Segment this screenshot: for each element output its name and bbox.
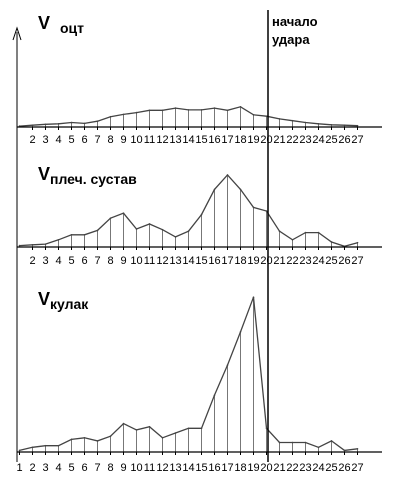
data-point xyxy=(110,217,112,219)
x-tick-label: 22 xyxy=(286,255,299,267)
x-tick-label: 18 xyxy=(234,462,247,474)
data-point xyxy=(136,228,138,230)
data-point xyxy=(214,394,216,396)
data-point xyxy=(58,445,60,447)
x-tick-label: 5 xyxy=(68,134,75,146)
data-point xyxy=(32,446,34,448)
data-point xyxy=(162,229,164,231)
x-tick-label: 25 xyxy=(325,462,338,474)
data-point xyxy=(175,107,177,109)
data-point xyxy=(84,123,86,125)
data-point xyxy=(97,440,99,442)
data-point xyxy=(201,109,203,111)
x-tick-label: 15 xyxy=(195,134,208,146)
data-point xyxy=(188,428,190,430)
data-point xyxy=(357,125,359,127)
data-point xyxy=(240,189,242,191)
x-tick-label: 14 xyxy=(182,134,195,146)
data-point xyxy=(123,114,125,116)
x-tick-label: 13 xyxy=(169,462,182,474)
chart-title-subscript: плеч. сустав xyxy=(50,171,137,187)
data-point xyxy=(253,114,255,116)
x-tick-label: 23 xyxy=(299,462,312,474)
data-point xyxy=(175,236,177,238)
x-tick-label: 17 xyxy=(221,134,234,146)
data-point xyxy=(84,437,86,439)
data-point xyxy=(227,174,229,176)
data-point xyxy=(136,112,138,114)
x-tick-label: 16 xyxy=(208,255,221,267)
x-tick-label: 19 xyxy=(247,134,260,146)
x-tick-label: 20 xyxy=(260,134,273,146)
x-tick-label: 22 xyxy=(286,462,299,474)
data-point xyxy=(279,442,281,444)
x-tick-label: 8 xyxy=(107,134,114,146)
x-tick-label: 18 xyxy=(234,134,247,146)
data-point xyxy=(123,423,125,425)
data-point xyxy=(318,123,320,125)
data-point xyxy=(214,107,216,109)
chart-panel-3 xyxy=(16,289,382,474)
x-tick-label: 24 xyxy=(312,255,325,267)
x-tick-label: 4 xyxy=(55,134,62,146)
x-tick-label: 6 xyxy=(81,255,88,267)
data-point xyxy=(331,124,333,126)
x-tick-label: 5 xyxy=(68,255,75,267)
data-point xyxy=(344,124,346,126)
x-tick-label: 7 xyxy=(94,462,101,474)
chart-panel-1 xyxy=(17,13,382,146)
x-tick-label: 10 xyxy=(130,462,143,474)
data-point xyxy=(331,241,333,243)
x-tick-label: 17 xyxy=(221,462,234,474)
x-tick-label: 15 xyxy=(195,462,208,474)
data-point xyxy=(279,118,281,120)
impact-start-label-line1: начало xyxy=(272,14,318,29)
data-point xyxy=(110,435,112,437)
x-tick-label: 16 xyxy=(208,462,221,474)
x-tick-label: 4 xyxy=(55,255,62,267)
x-tick-label: 18 xyxy=(234,255,247,267)
x-tick-label: 24 xyxy=(312,462,325,474)
x-tick-label: 19 xyxy=(247,255,260,267)
data-point xyxy=(71,122,73,124)
data-point xyxy=(45,243,47,245)
data-point xyxy=(305,442,307,444)
data-point xyxy=(318,232,320,234)
x-tick-label: 20 xyxy=(260,462,273,474)
x-tick-label: 12 xyxy=(156,462,169,474)
x-tick-label: 3 xyxy=(42,462,49,474)
data-point xyxy=(71,439,73,441)
x-tick-label: 11 xyxy=(143,462,156,474)
chart-title-subscript: кулак xyxy=(50,296,89,312)
x-tick-label: 21 xyxy=(273,134,286,146)
data-point xyxy=(84,234,86,236)
x-tick-label: 10 xyxy=(130,255,143,267)
chart-panels xyxy=(16,13,382,474)
x-tick-label: 23 xyxy=(299,134,312,146)
data-point xyxy=(97,230,99,232)
data-point xyxy=(110,116,112,118)
data-point xyxy=(292,442,294,444)
impact-start-label-line2: удара xyxy=(272,32,310,47)
data-point xyxy=(188,109,190,111)
x-tick-label: 8 xyxy=(107,462,114,474)
x-tick-label: 9 xyxy=(120,255,127,267)
data-point xyxy=(266,115,268,117)
x-tick-label: 23 xyxy=(299,255,312,267)
data-point xyxy=(32,124,34,126)
data-point xyxy=(71,234,73,236)
data-point xyxy=(357,242,359,244)
data-point xyxy=(253,207,255,209)
x-tick-label: 6 xyxy=(81,134,88,146)
data-point xyxy=(45,445,47,447)
data-point xyxy=(149,426,151,428)
x-tick-label: 25 xyxy=(325,134,338,146)
x-tick-label: 12 xyxy=(156,255,169,267)
x-tick-label: 11 xyxy=(143,255,156,267)
chart-title-v: V xyxy=(38,289,51,309)
data-point xyxy=(175,432,177,434)
x-tick-label: 12 xyxy=(156,134,169,146)
data-point xyxy=(292,239,294,241)
data-point xyxy=(123,212,125,214)
data-point xyxy=(45,124,47,126)
x-tick-label: 11 xyxy=(143,134,156,146)
data-point xyxy=(305,232,307,234)
x-tick-label: 9 xyxy=(120,462,127,474)
x-tick-label: 10 xyxy=(130,134,143,146)
data-point xyxy=(97,120,99,122)
data-point xyxy=(292,120,294,122)
x-tick-label: 2 xyxy=(29,462,36,474)
data-point xyxy=(344,450,346,452)
chart-title-subscript: оцт xyxy=(60,20,85,36)
data-point xyxy=(149,223,151,225)
x-tick-label: 13 xyxy=(169,255,182,267)
data-point xyxy=(240,106,242,108)
x-tick-label: 17 xyxy=(221,255,234,267)
data-point xyxy=(162,110,164,112)
x-tick-label: 25 xyxy=(325,255,338,267)
chart-panel-2 xyxy=(17,164,382,267)
data-point xyxy=(357,448,359,450)
data-point xyxy=(214,189,216,191)
x-tick-label: 24 xyxy=(312,134,325,146)
x-tick-label: 6 xyxy=(81,462,88,474)
x-tick-label: 5 xyxy=(68,462,75,474)
data-point xyxy=(279,230,281,232)
x-tick-label: 3 xyxy=(42,134,49,146)
x-tick-label: 1 xyxy=(16,462,23,474)
x-tick-label: 21 xyxy=(273,255,286,267)
data-point xyxy=(149,110,151,112)
x-tick-label: 19 xyxy=(247,462,260,474)
x-tick-label: 7 xyxy=(94,134,101,146)
x-tick-label: 16 xyxy=(208,134,221,146)
data-point xyxy=(136,429,138,431)
chart-title-v: V xyxy=(38,13,51,33)
data-point xyxy=(331,440,333,442)
x-tick-label: 20 xyxy=(260,255,273,267)
data-point xyxy=(266,210,268,212)
data-point xyxy=(266,428,268,430)
series-line xyxy=(20,297,358,450)
data-point xyxy=(318,446,320,448)
x-tick-label: 27 xyxy=(351,462,364,474)
x-tick-label: 14 xyxy=(182,255,195,267)
x-tick-label: 3 xyxy=(42,255,49,267)
data-point xyxy=(19,245,21,247)
data-point xyxy=(19,450,21,452)
data-point xyxy=(305,122,307,124)
x-tick-label: 14 xyxy=(182,462,195,474)
data-point xyxy=(58,123,60,125)
data-point xyxy=(227,110,229,112)
data-point xyxy=(58,239,60,241)
x-tick-label: 8 xyxy=(107,255,114,267)
data-point xyxy=(32,244,34,246)
x-tick-label: 7 xyxy=(94,255,101,267)
data-point xyxy=(240,331,242,333)
x-tick-label: 2 xyxy=(29,134,36,146)
data-point xyxy=(201,214,203,216)
data-point xyxy=(162,437,164,439)
x-tick-label: 2 xyxy=(29,255,36,267)
x-tick-label: 26 xyxy=(338,255,351,267)
x-tick-label: 26 xyxy=(338,134,351,146)
x-tick-label: 27 xyxy=(351,134,364,146)
x-tick-label: 9 xyxy=(120,134,127,146)
x-tick-label: 27 xyxy=(351,255,364,267)
data-point xyxy=(188,230,190,232)
x-tick-label: 13 xyxy=(169,134,182,146)
data-point xyxy=(227,364,229,366)
x-tick-label: 26 xyxy=(338,462,351,474)
data-point xyxy=(253,296,255,298)
x-tick-label: 21 xyxy=(273,462,286,474)
x-tick-label: 15 xyxy=(195,255,208,267)
chart-title-v: V xyxy=(38,164,51,184)
x-tick-label: 4 xyxy=(55,462,62,474)
data-point xyxy=(201,428,203,430)
x-tick-label: 22 xyxy=(286,134,299,146)
